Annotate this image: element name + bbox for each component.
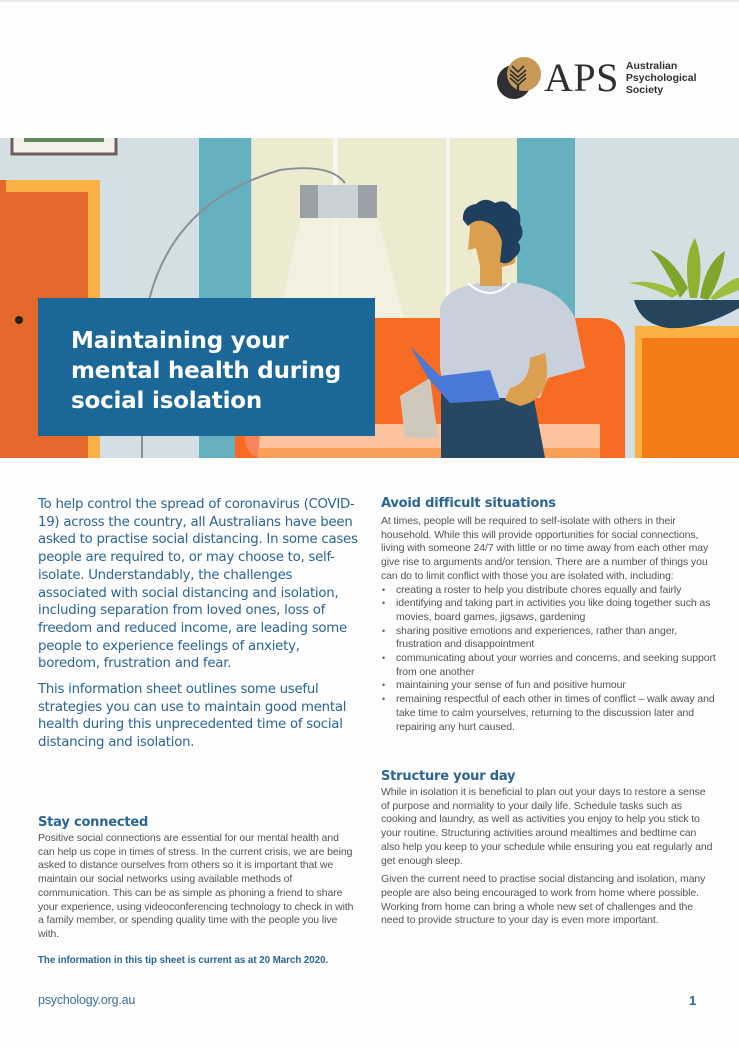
page-title-line: mental health during — [71, 358, 342, 384]
list-item: • communicating about your worries and concerns, and seeking support from one another — [381, 652, 716, 679]
logo-name-line: Society — [625, 84, 664, 96]
list-item: • remaining respectful of each other in times of conflict – walk away and take time to calm yourselves, returning to the discussion later and repairing any hurt caused. — [381, 693, 716, 734]
section-body: At times, people will be required to self-isolate with others in their household. While this will provide opportunities for social connections, living with someone 24/7 with little or no time away from each other may give rise to arguments and/or tension. There are a number of things you can do to limit conflict with those you are isolated with, including: — [381, 515, 709, 582]
footer-website-link[interactable]: psychology.org.au — [38, 993, 136, 1007]
page-title-line: social isolation — [71, 388, 263, 414]
list-item: • creating a roster to help you distribute chores equally and fairly — [381, 584, 716, 598]
avoid-difficult-situations-section — [381, 495, 716, 734]
page-title-line: Maintaining your — [71, 328, 289, 354]
conflict-tips-list — [381, 584, 716, 735]
list-item: • sharing positive emotions and experiences, rather than anger, frustration and disappointment — [381, 625, 716, 652]
intro-paragraph: This information sheet outlines some useful strategies you can use to maintain good mental health during this unprecedented time of social distancing and isolation. — [38, 682, 347, 751]
intro-section — [38, 496, 358, 752]
page-title-box — [38, 298, 375, 436]
logo-name-line: Psychological — [625, 72, 697, 84]
intro-paragraph: To help control the spread of coronavirus (COVID-19) across the country, all Australians have been asked to practise social distancing. In some cases people are required to, or may choose to, self-isolate. Understandably, the challenges associated with social distancing and isolation, including separation from loved ones, loss of freedom and reduced income, are leading some people to experience feelings of anxiety, boredom, frustration and fear. — [38, 497, 358, 672]
list-item: • identifying and taking part in activities you like doing together such as movies, board games, jigsaws, gardening — [381, 597, 716, 624]
section-body — [381, 786, 716, 928]
currency-note: The information in this tip sheet is current as at 20 March 2020. — [38, 954, 329, 966]
structure-your-day-section — [381, 768, 716, 928]
section-body: Positive social connections are essential for our mental health and can help us cope in times of stress. In the current crisis, we are being asked to distance ourselves from others so it is important that we maintain our social networks using available methods of communication. This can be as simple as phoning a friend to share your experience, using videoconferencing technology to check in with a family member, or spending quality time with the people you live with. — [38, 832, 354, 940]
page-top-edge — [0, 0, 739, 2]
section-paragraph: While in isolation it is beneficial to plan out your days to restore a sense of purpose and normality to your daily life. Schedule tasks such as cooking and laundry, as well as activities you enjoy to help you stick to your routine. Structuring activities around mealtimes and bedtime can also help you keep to your schedule while ensuring you eat regularly and get enough sleep. — [381, 786, 713, 867]
aps-full-name — [626, 60, 697, 96]
aps-tree-leaf-logo-icon — [496, 56, 542, 100]
aps-abbreviation: APS — [544, 55, 619, 100]
section-heading: Stay connected — [38, 815, 149, 830]
list-item: • maintaining your sense of fun and positive humour — [381, 679, 716, 693]
aps-logo — [496, 56, 697, 100]
section-heading: Structure your day — [381, 769, 516, 784]
page-number: 1 — [689, 993, 697, 1008]
section-paragraph: Given the current need to practise social distancing and isolation, many people are also being encouraged to work from home where possible. Working from home can bring a whole new set of challenges and the need to provide structure to your day is even more important. — [381, 873, 706, 927]
section-heading: Avoid difficult situations — [381, 496, 556, 511]
stay-connected-section — [38, 814, 356, 967]
logo-name-line: Australian — [625, 60, 678, 72]
